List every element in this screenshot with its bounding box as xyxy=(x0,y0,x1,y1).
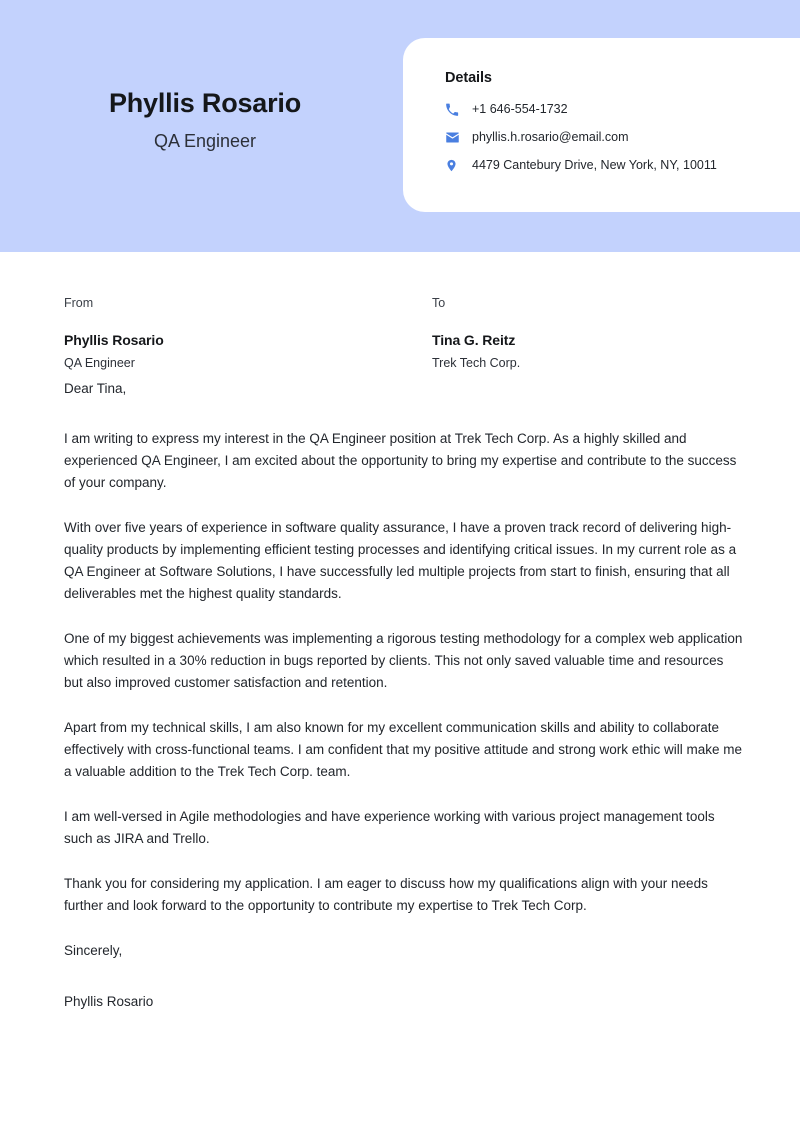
detail-row-phone xyxy=(445,101,800,118)
phone-value: +1 646-554-1732 xyxy=(472,101,568,116)
salutation: Dear Tina, xyxy=(64,381,127,396)
address-value: 4479 Cantebury Drive, New York, NY, 10011 xyxy=(472,157,717,172)
address-block xyxy=(64,296,744,378)
header-band xyxy=(0,0,800,252)
to-column xyxy=(432,296,520,371)
applicant-role: QA Engineer xyxy=(153,130,257,151)
letter-paragraph: I am well-versed in Agile methodologies and have experience working with various project management tools such as JIRA and Trello. xyxy=(64,808,715,846)
phone-icon xyxy=(445,102,464,118)
letter-body xyxy=(64,296,744,1013)
envelope-icon xyxy=(445,130,464,146)
email-value: phyllis.h.rosario@email.com xyxy=(472,129,629,144)
letter-paragraph: Apart from my technical skills, I am also known for my excellent communication skills and ability to collaborate effectively with cross-functional teams. I am confident that my positive attitude and strong work ethic will make me a valuable addition to the Trek Tech Corp. team. xyxy=(64,719,743,779)
from-column xyxy=(64,296,164,371)
to-subtitle: Trek Tech Corp. xyxy=(432,355,521,370)
letter-paragraphs xyxy=(64,428,744,917)
to-label: To xyxy=(432,296,446,310)
letter-paragraph: I am writing to express my interest in the QA Engineer position at Trek Tech Corp. As a highly skilled and experienced QA Engineer, I am excited about the opportunity to bring my expertise and contribute to the success of your company. xyxy=(64,430,737,490)
letter-paragraph: One of my biggest achievements was implementing a rigorous testing methodology for a complex web application which resulted in a 30% reduction in bugs reported by clients. This not only saved valuable time and resources but also improved customer satisfaction and retention. xyxy=(64,630,743,690)
identity-block xyxy=(0,88,410,152)
from-subtitle: QA Engineer xyxy=(64,355,135,370)
signature-name: Phyllis Rosario xyxy=(64,994,154,1010)
detail-row-email xyxy=(445,129,800,146)
to-name: Tina G. Reitz xyxy=(432,332,516,348)
details-card xyxy=(403,38,800,212)
closing-line: Sincerely, xyxy=(64,942,123,958)
from-name: Phyllis Rosario xyxy=(64,332,164,348)
detail-row-address xyxy=(445,157,800,174)
letter-paragraph: With over five years of experience in software quality assurance, I have a proven track record of delivering high-quality products by implementing efficient testing processes and identifying critical issues. In my current role as a QA Engineer at Software Solutions, I have successfully led multiple projects from start to finish, ensuring that all deliverables met the highest quality standards. xyxy=(64,519,737,601)
map-pin-icon xyxy=(445,158,464,174)
letter-paragraph: Thank you for considering my application. I am eager to discuss how my qualifications align with your needs further and look forward to the opportunity to contribute my expertise to Trek Tech Corp. xyxy=(64,875,708,913)
from-label: From xyxy=(64,296,94,310)
details-title: Details xyxy=(445,70,492,86)
applicant-name: Phyllis Rosario xyxy=(108,88,302,118)
